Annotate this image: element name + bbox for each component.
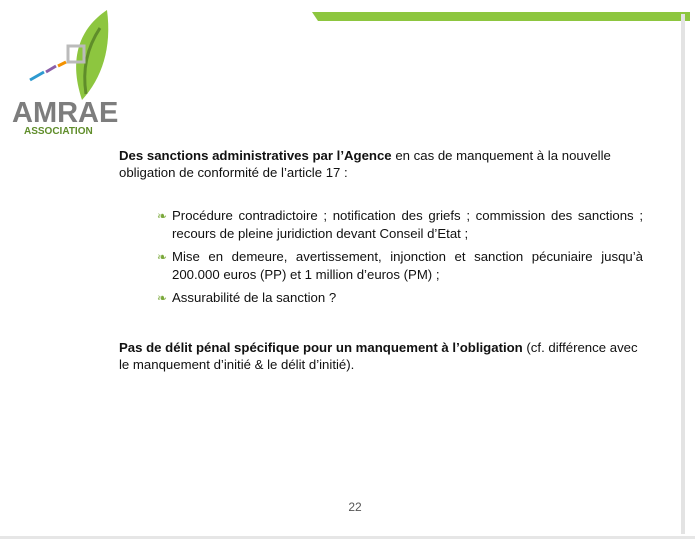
slide-body bbox=[119, 147, 643, 373]
logo-wordmark: AMRAE bbox=[12, 97, 119, 129]
leaf-bullet-icon: ❧ bbox=[157, 250, 168, 264]
list-item-text: Procédure contradictoire ; notification des griefs ; commission des sanctions ; recours de pleine juridiction devant Conseil d’Etat ; bbox=[172, 208, 643, 241]
paragraph-sanctions-text: en cas de manquement à la nouvelle obligation de conformité de l’article 17 : bbox=[119, 148, 611, 180]
leaf-bullet-icon: ❧ bbox=[157, 291, 168, 305]
paragraph-sanctions bbox=[119, 147, 643, 181]
list-item bbox=[157, 289, 643, 307]
list-item-text: Mise en demeure, avertissement, injonction et sanction pécuniaire jusqu’à 200.000 euros (PP) et 1 million d’euros (PM) ; bbox=[172, 249, 643, 282]
paragraph-no-criminal-offence-bold: Pas de délit pénal spécifique pour un manquement à l’obligation bbox=[119, 340, 523, 355]
top-green-bar bbox=[312, 8, 690, 17]
paragraph-no-criminal-offence-text: (cf. différence avec le manquement d’initié & le délit d’initié). bbox=[119, 340, 638, 372]
page-number: 22 bbox=[348, 500, 362, 514]
list-item bbox=[157, 248, 643, 283]
list-item-text: Assurabilité de la sanction ? bbox=[172, 290, 337, 305]
right-frame-edge bbox=[679, 14, 687, 534]
list-item bbox=[157, 207, 643, 242]
paragraph-no-criminal-offence bbox=[119, 339, 643, 373]
logo-subtext: ASSOCIATION bbox=[24, 126, 93, 137]
paragraph-sanctions-bold: Des sanctions administratives par l’Agence bbox=[119, 148, 392, 163]
bullet-list bbox=[157, 207, 643, 307]
amrae-logo bbox=[10, 8, 122, 138]
leaf-bullet-icon: ❧ bbox=[157, 209, 168, 223]
bottom-frame-edge bbox=[0, 528, 695, 534]
